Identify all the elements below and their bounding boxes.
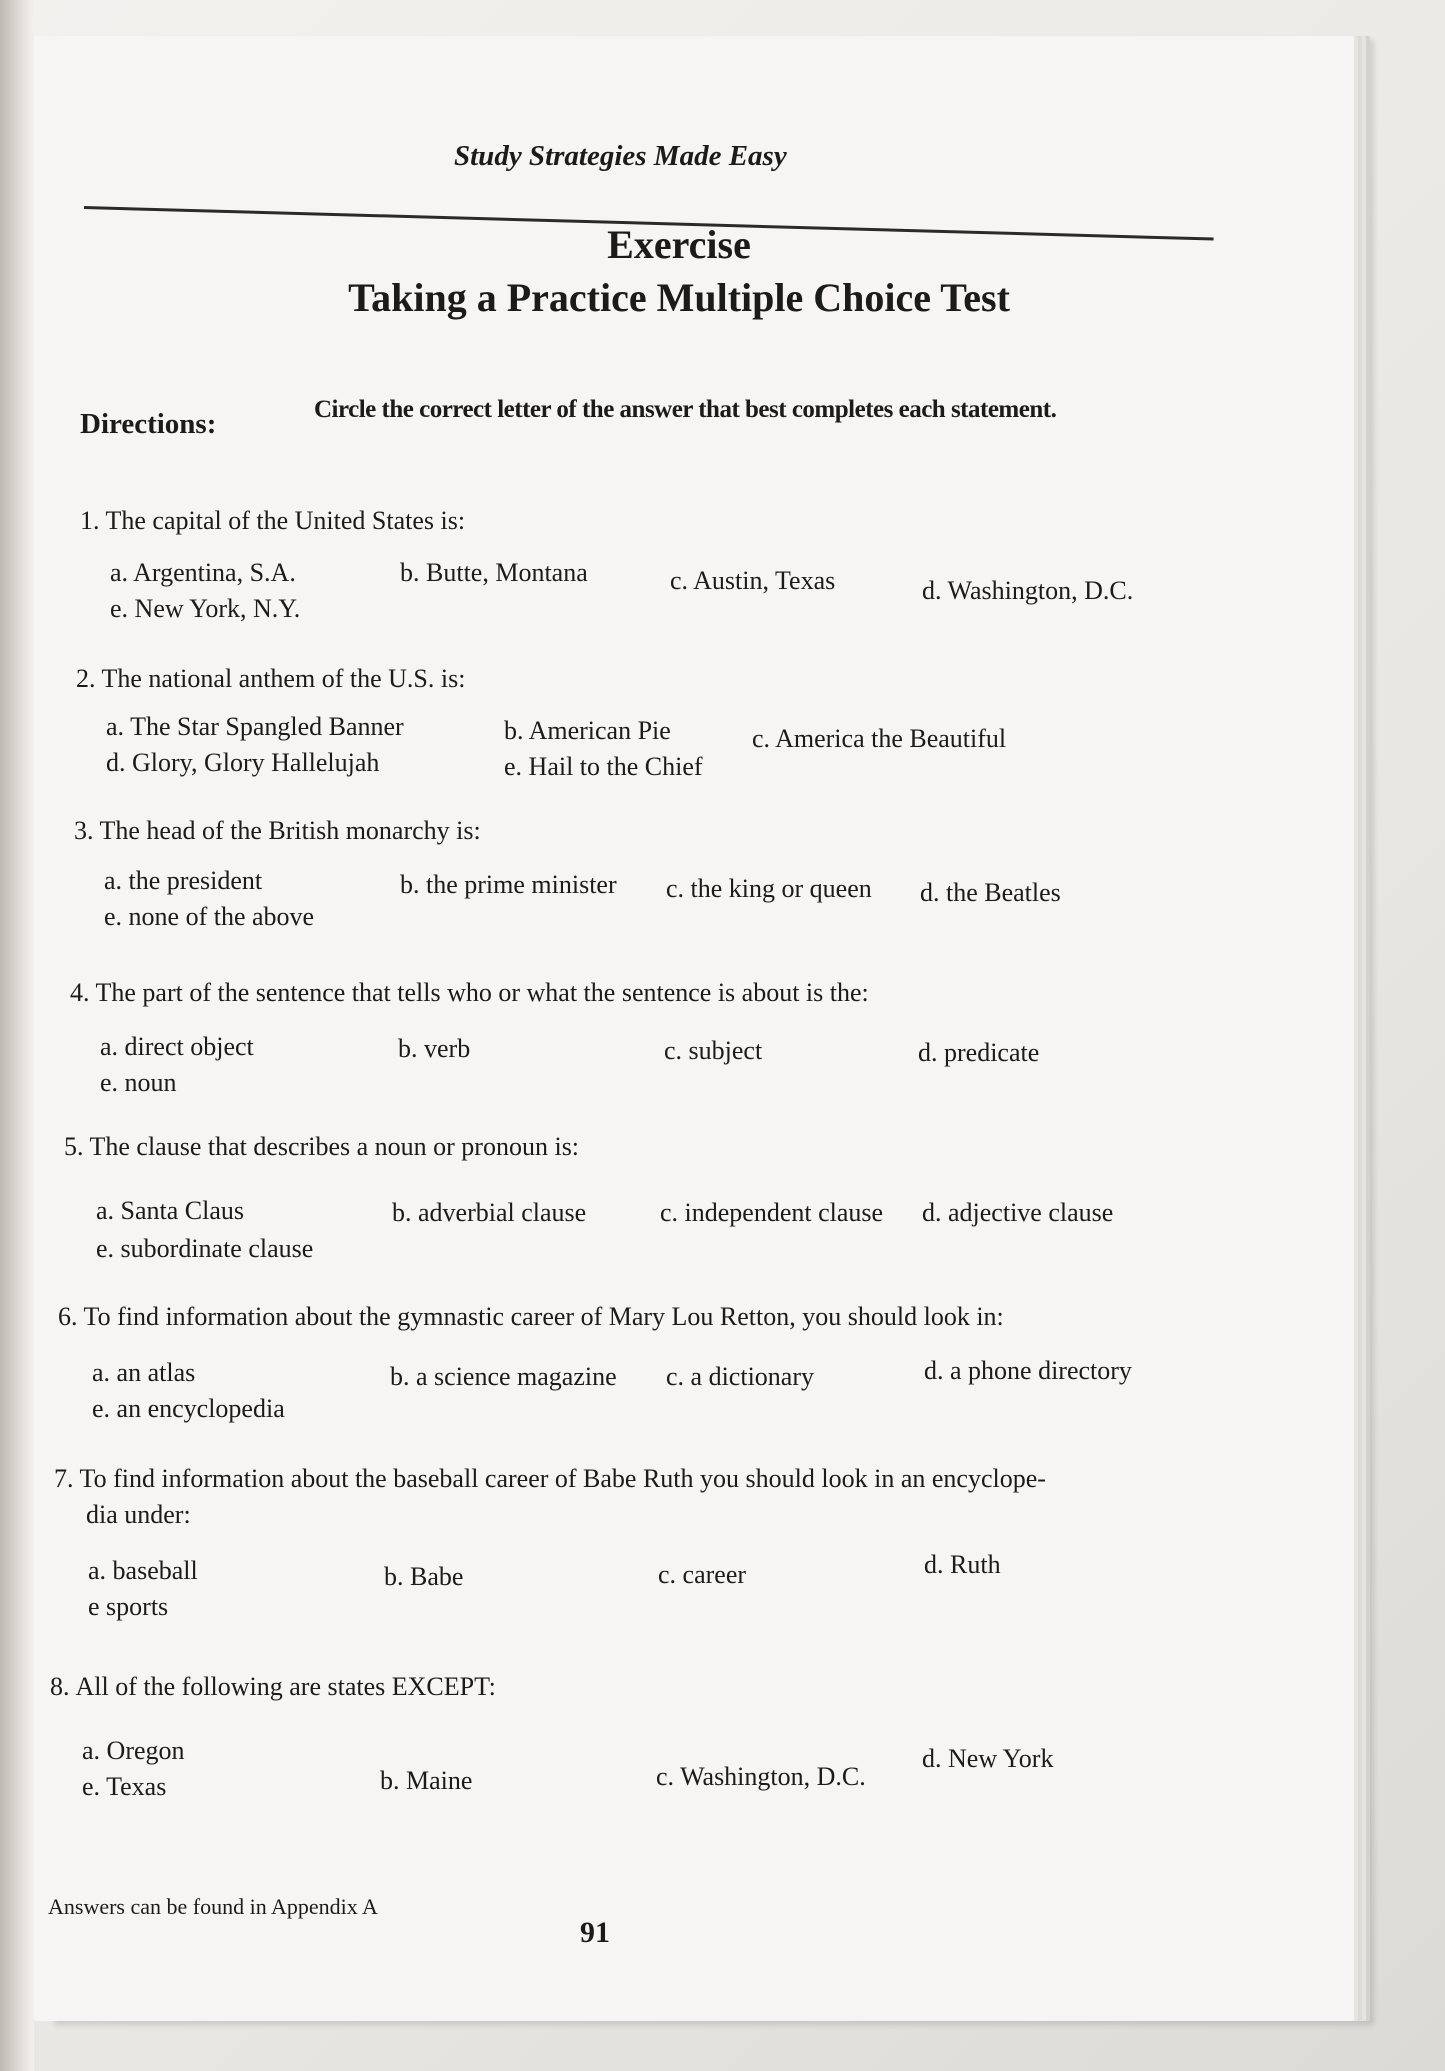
option-2d[interactable]: d. Glory, Glory Hallelujah xyxy=(106,748,380,777)
book-page xyxy=(34,36,1354,2021)
question-stem: To find information about the gymnastic career of Mary Lou Retton, you should look in: xyxy=(83,1302,1004,1331)
book-spine xyxy=(0,0,34,2071)
question-number: 2. xyxy=(76,664,96,693)
footer-note: Answers can be found in Appendix A xyxy=(48,1894,378,1919)
directions-label: Directions: xyxy=(80,408,217,440)
question-number: 5. xyxy=(64,1132,84,1161)
question-5 xyxy=(64,1132,579,1162)
exercise-subtitle: Taking a Practice Multiple Choice Test xyxy=(348,275,1010,320)
question-stem: To find information about the baseball career of Babe Ruth you should look in an encyclope- xyxy=(79,1464,1046,1493)
option-4a[interactable]: a. direct object xyxy=(100,1032,254,1061)
question-7 xyxy=(54,1464,1046,1494)
option-8b[interactable]: b. Maine xyxy=(380,1766,473,1795)
option-6d[interactable]: d. a phone directory xyxy=(924,1356,1132,1385)
option-6b[interactable]: b. a science magazine xyxy=(390,1362,617,1391)
option-8e[interactable]: e. Texas xyxy=(82,1772,167,1801)
question-number: 7. xyxy=(54,1464,74,1493)
option-7d[interactable]: d. Ruth xyxy=(924,1550,1001,1579)
option-2a[interactable]: a. The Star Spangled Banner xyxy=(106,712,404,741)
question-8 xyxy=(50,1672,496,1702)
directions-text: Circle the correct letter of the answer that best completes each statement. xyxy=(314,396,1057,423)
question-7-continued: dia under: xyxy=(86,1500,191,1529)
question-number: 8. xyxy=(50,1672,70,1701)
question-number: 4. xyxy=(70,978,90,1007)
question-number: 3. xyxy=(74,816,94,845)
question-stem: The clause that describes a noun or pronoun is: xyxy=(89,1132,580,1161)
question-stem: The capital of the United States is: xyxy=(105,506,466,535)
question-stem: The national anthem of the U.S. is: xyxy=(101,664,466,693)
option-4b[interactable]: b. verb xyxy=(398,1034,471,1063)
option-1d[interactable]: d. Washington, D.C. xyxy=(922,576,1134,605)
option-3b[interactable]: b. the prime minister xyxy=(400,870,617,899)
option-4d[interactable]: d. predicate xyxy=(918,1038,1040,1067)
page-number: 91 xyxy=(580,1916,610,1949)
option-3d[interactable]: d. the Beatles xyxy=(920,878,1061,907)
option-1a[interactable]: a. Argentina, S.A. xyxy=(110,558,296,587)
option-7c[interactable]: c. career xyxy=(658,1560,747,1589)
option-5d[interactable]: d. adjective clause xyxy=(922,1198,1114,1227)
option-3e[interactable]: e. none of the above xyxy=(104,902,315,931)
option-2c[interactable]: c. America the Beautiful xyxy=(752,724,1007,753)
option-2e[interactable]: e. Hail to the Chief xyxy=(504,752,703,781)
option-7e[interactable]: e sports xyxy=(88,1592,169,1621)
option-1b[interactable]: b. Butte, Montana xyxy=(400,558,588,587)
exercise-title: Exercise xyxy=(607,222,751,267)
question-stem: The head of the British monarchy is: xyxy=(99,816,481,845)
option-4e[interactable]: e. noun xyxy=(100,1068,177,1097)
option-8a[interactable]: a. Oregon xyxy=(82,1736,185,1765)
question-stem: All of the following are states EXCEPT: xyxy=(75,1672,496,1701)
option-1e[interactable]: e. New York, N.Y. xyxy=(110,594,301,623)
option-3a[interactable]: a. the president xyxy=(104,866,263,895)
option-6e[interactable]: e. an encyclopedia xyxy=(92,1394,285,1423)
question-number: 6. xyxy=(58,1302,78,1331)
question-number: 1. xyxy=(80,506,100,535)
option-5c[interactable]: c. independent clause xyxy=(660,1198,884,1227)
question-4 xyxy=(70,978,869,1008)
question-6 xyxy=(58,1302,1004,1332)
option-6a[interactable]: a. an atlas xyxy=(92,1358,196,1387)
option-7a[interactable]: a. baseball xyxy=(88,1556,198,1585)
option-4c[interactable]: c. subject xyxy=(664,1036,763,1065)
option-5a[interactable]: a. Santa Claus xyxy=(96,1196,245,1225)
option-2b[interactable]: b. American Pie xyxy=(504,716,671,745)
option-1c[interactable]: c. Austin, Texas xyxy=(670,566,836,595)
option-5e[interactable]: e. subordinate clause xyxy=(96,1234,314,1263)
question-2 xyxy=(76,664,465,694)
option-7b[interactable]: b. Babe xyxy=(384,1562,464,1591)
question-stem: The part of the sentence that tells who or what the sentence is about is the: xyxy=(95,978,869,1007)
running-head: Study Strategies Made Easy xyxy=(454,140,787,172)
option-8c[interactable]: c. Washington, D.C. xyxy=(656,1762,866,1791)
option-3c[interactable]: c. the king or queen xyxy=(666,874,872,903)
option-8d[interactable]: d. New York xyxy=(922,1744,1054,1773)
option-5b[interactable]: b. adverbial clause xyxy=(392,1198,587,1227)
question-1 xyxy=(80,506,465,536)
question-3 xyxy=(74,816,481,846)
option-6c[interactable]: c. a dictionary xyxy=(666,1362,814,1391)
